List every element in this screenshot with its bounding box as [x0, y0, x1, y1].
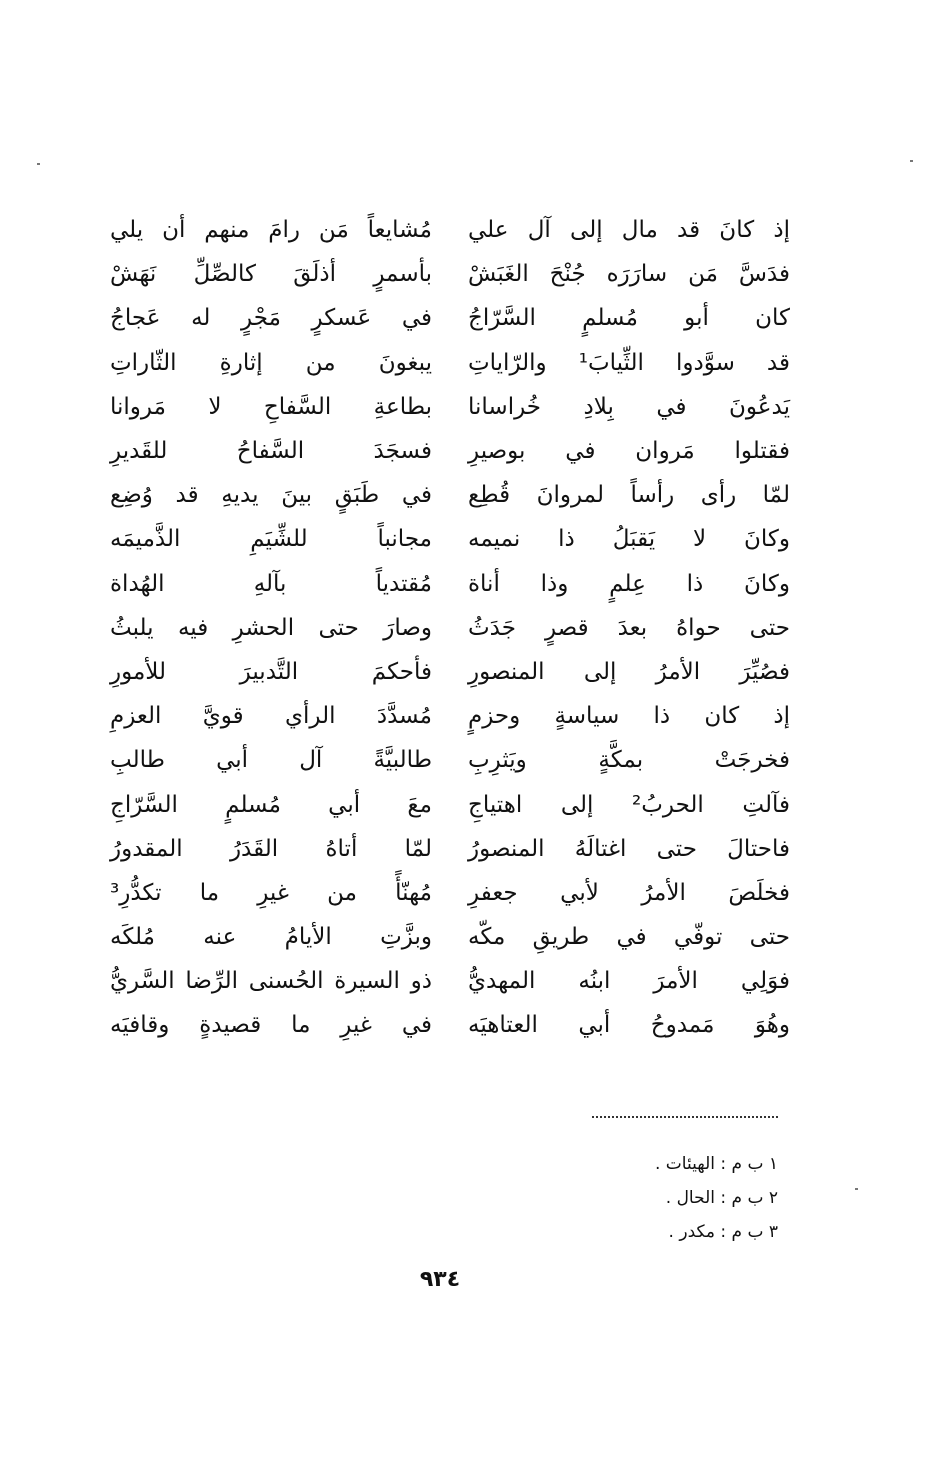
- page-number: ٩٣٤: [419, 1267, 461, 1292]
- verse-first-hemistich: كان أبو مُسلمٍ السَّرّاجُ: [468, 305, 790, 332]
- verse-first-hemistich: فآلتِ الحربُ² إلى اهتياجِ: [468, 791, 790, 818]
- verse-second-hemistich: ذو السيرة الحُسنى الرِّضا السَّريُّ: [110, 968, 432, 995]
- verse-second-hemistich: مُسدَّدَ الرأي قويَّ العزمِ: [110, 703, 432, 730]
- verse-second-hemistich: مُشايعاً مَن رامَ منهم أن يلي: [110, 217, 432, 244]
- verse-line: [110, 429, 790, 473]
- verse-line: [110, 208, 790, 252]
- verse-first-hemistich: قد سوَّدوا الثِّيابَ¹ والرّاياتِ: [468, 349, 790, 376]
- verse-line: [110, 959, 790, 1003]
- verse-first-hemistich: فخرجَتْ بمكَّةٍ ويَثرِبِ: [468, 747, 790, 774]
- verse-second-hemistich: بطاعةِ السَّفاحِ لا مَروانا: [110, 393, 432, 420]
- verse-line: [110, 827, 790, 871]
- verse-second-hemistich: فسجَدَ السَّفاحُ للقَديرِ: [110, 438, 432, 465]
- footnote-2: ٢ ب م : الحال .: [665, 1188, 778, 1208]
- verse-line: [110, 562, 790, 606]
- verse-first-hemistich: يَدعُونَ في بِلادِ خُراسانا: [468, 393, 790, 420]
- verse-second-hemistich: معَ أبي مُسلمٍ السَّرّاجِ: [110, 791, 432, 818]
- verse-line: [110, 650, 790, 694]
- verse-line: [110, 738, 790, 782]
- verse-line: [110, 915, 790, 959]
- verse-first-hemistich: حتى حواهُ بعدَ قصرٍ جَدَثُ: [468, 614, 790, 641]
- verse-first-hemistich: إذ كان ذا سياسةٍ وحزمٍ: [468, 703, 790, 730]
- verse-line: [110, 385, 790, 429]
- verse-line: [110, 252, 790, 296]
- verse-first-hemistich: وهُوَ مَمدوحُ أبي العتاهيَه: [468, 1012, 790, 1039]
- verse-second-hemistich: في عَسكرٍ مَجْرٍ له عَجاجُ: [110, 305, 432, 332]
- verse-line: [110, 296, 790, 340]
- verse-first-hemistich: حتى توفّي في طريقِ مكّه: [468, 924, 790, 951]
- verse-first-hemistich: لمّا رأى رأساً لمروانَ قُطِع: [468, 482, 790, 509]
- verse-line: [110, 694, 790, 738]
- verse-first-hemistich: فخلَصَ الأمرُ لأبي جعفرِ: [468, 879, 790, 906]
- verse-line: [110, 606, 790, 650]
- verse-second-hemistich: مُهنّأً من غيرِ ما تكدُّرِ³: [110, 879, 432, 906]
- verse-second-hemistich: في طَبَقٍ بينَ يديهِ قد وُضِع: [110, 482, 432, 509]
- poem-body: [110, 208, 790, 1048]
- verse-line: [110, 517, 790, 561]
- verse-second-hemistich: في غيرِ ما قصيدةٍ وقافيَه: [110, 1012, 432, 1039]
- footnote-1: ١ ب م : الهيئات .: [654, 1154, 778, 1174]
- verse-second-hemistich: لمّا أتاهُ القَدَرُ المقدورُ: [110, 835, 432, 862]
- verse-first-hemistich: إذ كانَ قد مال إلى آل علي: [468, 217, 790, 244]
- verse-second-hemistich: وصارَ حتى الحشرِ فيه يلبثُ: [110, 614, 432, 641]
- verse-first-hemistich: فوَلِي الأمرَ ابنُه المهديُّ: [468, 968, 790, 995]
- page-speck-mark: [855, 1188, 858, 1190]
- verse-line: [110, 473, 790, 517]
- verse-first-hemistich: فصُيِّرَ الأمرُ إلى المنصورِ: [468, 658, 790, 685]
- footnote-3: ٣ ب م : مكدر .: [668, 1222, 778, 1242]
- footnote-separator: [592, 1116, 778, 1118]
- verse-line: [110, 341, 790, 385]
- verse-first-hemistich: فاحتالَ حتى اغتالَهُ المنصورُ: [468, 835, 790, 862]
- verse-first-hemistich: وكانَ ذا عِلمٍ وذا أناة: [468, 570, 790, 597]
- verse-second-hemistich: بأسمرٍ أذلَقَ كالصِّلِّ نَهَشْ: [110, 261, 432, 288]
- verse-first-hemistich: وكانَ لا يَقبَلُ ذا نميمه: [468, 526, 790, 553]
- verse-second-hemistich: مجانباً للشِّيَمِ الذَّميمَه: [110, 526, 432, 553]
- verse-line: [110, 782, 790, 826]
- footnotes: [655, 1147, 778, 1249]
- verse-first-hemistich: فدَسَّ مَن سارَرَه جُنْحَ الغَبَشْ: [468, 261, 790, 288]
- verse-line: [110, 871, 790, 915]
- verse-second-hemistich: يبغونَ من إثارةِ الثّاراتِ: [110, 349, 432, 376]
- page-speck-mark: [910, 160, 913, 162]
- verse-first-hemistich: فقتلوا مَروان في بوصيرِ: [468, 438, 790, 465]
- verse-second-hemistich: مُقتدياً بآلهِ الهُداة: [110, 570, 432, 597]
- page-speck-mark: [37, 163, 40, 165]
- verse-second-hemistich: وبزَّتِ الأيامُ عنه مُلكَه: [110, 924, 432, 951]
- verse-second-hemistich: طالبيَّةً آل أبي طالبِ: [110, 747, 432, 774]
- verse-line: [110, 1003, 790, 1047]
- verse-second-hemistich: فأحكمَ التَّدبيرَ للأمورِ: [110, 658, 432, 685]
